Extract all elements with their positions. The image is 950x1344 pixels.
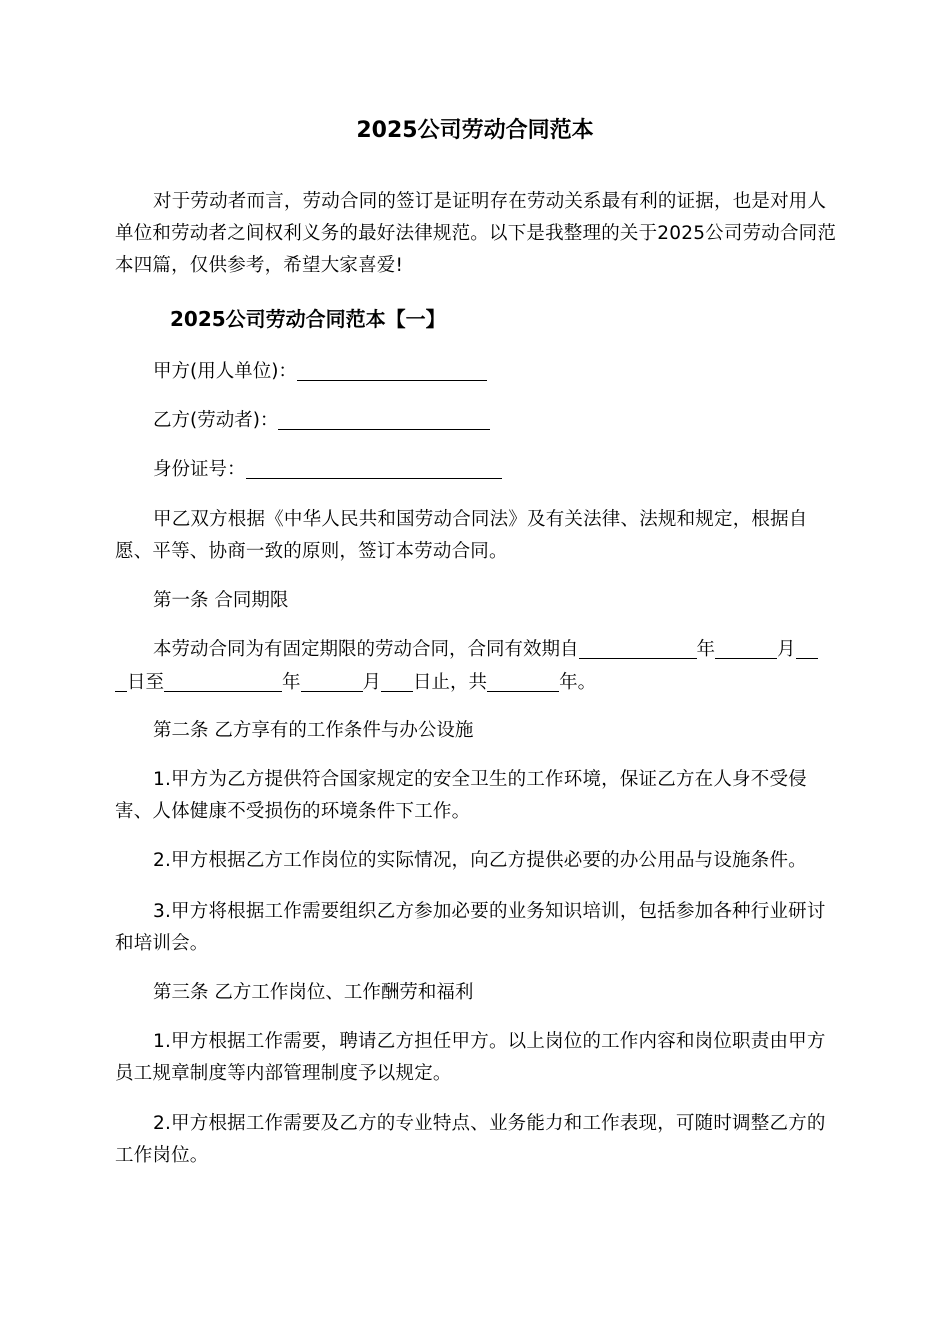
basis-paragraph: 甲乙双方根据《中华人民共和国劳动合同法》及有关法律、法规和规定，根据自愿、平等、协商一致的原则，签订本劳动合同。 xyxy=(115,509,808,562)
year-label: 年 xyxy=(696,639,716,660)
month-label: 月 xyxy=(777,639,796,660)
article2-item-1: 1.甲方为乙方提供符合国家规定的安全卫生的工作环境，保证乙方在人身不受侵害、人体健康不受损伤的环境条件下工作。 xyxy=(115,769,807,822)
start-year-blank xyxy=(579,638,697,659)
party-b-blank xyxy=(278,409,490,430)
month-label-2: 月 xyxy=(362,672,382,693)
day-to-label: 日至 xyxy=(127,672,165,693)
article1-title: 第一条 合同期限 xyxy=(153,590,289,611)
intro-paragraph: 对于劳动者而言，劳动合同的签订是证明存在劳动关系最有利的证据，也是对用人单位和劳动者之间权利义务的最好法律规范。以下是我整理的关于2025公司劳动合同范本四篇，仅供参考，希望大家喜爱! xyxy=(115,191,837,276)
start-day-blank-b xyxy=(115,671,127,692)
id-number-label: 身份证号： xyxy=(153,459,246,480)
id-number-blank xyxy=(246,458,502,479)
article2-item-3: 3.甲方将根据工作需要组织乙方参加必要的业务知识培训，包括参加各种行业研讨和培训会。 xyxy=(115,901,826,954)
id-number-line xyxy=(153,454,502,486)
document-title: 2025公司劳动合同范本 xyxy=(356,118,594,143)
party-b-label: 乙方(劳动者)： xyxy=(153,410,279,431)
start-month-blank xyxy=(715,638,777,659)
article2-title: 第二条 乙方享有的工作条件与办公设施 xyxy=(153,720,474,741)
article1-text-start: 本劳动合同为有固定期限的劳动合同，合同有效期自 xyxy=(153,639,579,660)
article1-line1 xyxy=(153,634,818,666)
article3-title: 第三条 乙方工作岗位、工作酬劳和福利 xyxy=(153,982,474,1003)
year-label-2: 年 xyxy=(282,672,301,693)
party-b-line xyxy=(153,405,490,437)
end-month-blank xyxy=(301,671,363,692)
article1-line2 xyxy=(115,667,596,699)
party-a-blank xyxy=(297,360,487,381)
article2-item-2: 2.甲方根据乙方工作岗位的实际情况，向乙方提供必要的办公用品与设施条件。 xyxy=(153,850,807,871)
party-a-line xyxy=(153,356,487,388)
total-years-blank xyxy=(487,671,559,692)
end-year-blank xyxy=(164,671,282,692)
section-title: 2025公司劳动合同范本【一】 xyxy=(170,307,446,331)
day-end-label: 日止，共 xyxy=(413,672,488,693)
party-a-label: 甲方(用人单位)： xyxy=(153,361,297,382)
article3-item-2: 2.甲方根据工作需要及乙方的专业特点、业务能力和工作表现，可随时调整乙方的工作岗位。 xyxy=(115,1113,826,1166)
start-day-blank-a xyxy=(796,638,818,659)
end-day-blank xyxy=(381,671,413,692)
year-label-3: 年。 xyxy=(559,672,597,693)
article3-item-1: 1.甲方根据工作需要，聘请乙方担任甲方。以上岗位的工作内容和岗位职责由甲方员工规章制度等内部管理制度予以规定。 xyxy=(115,1031,826,1084)
